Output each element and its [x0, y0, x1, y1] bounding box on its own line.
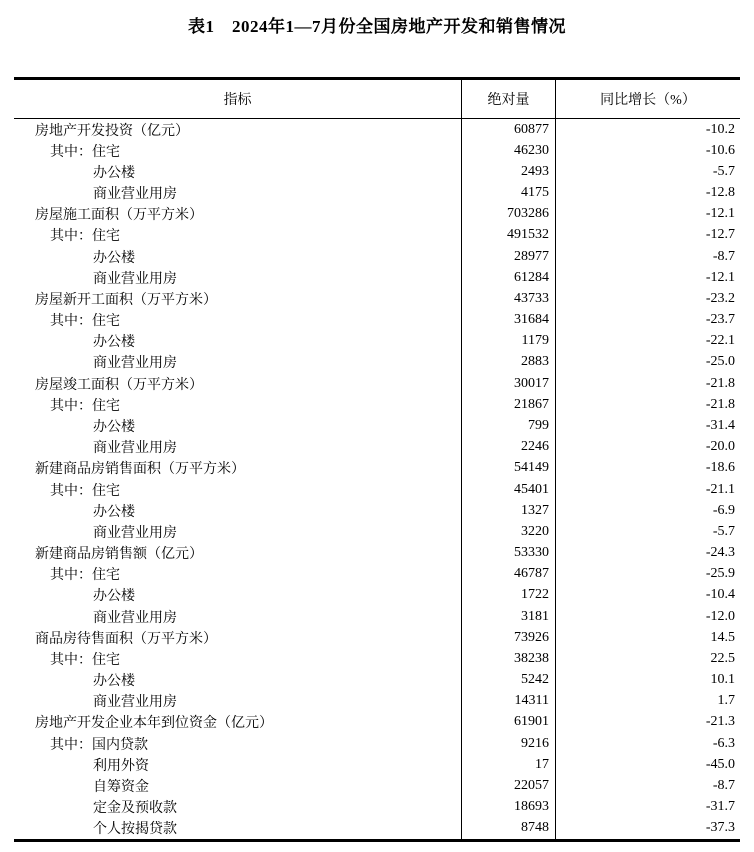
table-row: [14, 204, 740, 225]
absolute-value-cell: 22057: [461, 775, 555, 796]
indicator-cell: 办公楼: [93, 335, 135, 351]
growth-cell: -6.3: [555, 733, 740, 754]
indicator-cell: 其中：住宅: [50, 398, 120, 414]
absolute-value-cell: 18693: [461, 797, 555, 818]
table-row: [14, 288, 740, 309]
absolute-value-cell: 60877: [461, 119, 555, 140]
indicator-cell: 商业营业用房: [93, 271, 177, 287]
growth-cell: -24.3: [555, 542, 740, 563]
absolute-value-cell: 1179: [461, 331, 555, 352]
indicator-cell: 其中：国内贷款: [50, 737, 148, 753]
table-row: [14, 394, 740, 415]
growth-cell: -31.4: [555, 415, 740, 436]
indicator-cell: 房屋竣工面积（万平方米）: [35, 377, 203, 393]
table-row: [14, 606, 740, 627]
indicator-cell: 商业营业用房: [93, 187, 177, 203]
growth-cell: -12.7: [555, 225, 740, 246]
indicator-cell: 其中：住宅: [50, 314, 120, 330]
table-row: [14, 183, 740, 204]
table-row: [14, 140, 740, 161]
indicator-cell: 办公楼: [93, 250, 135, 266]
indicator-cell: 其中：住宅: [50, 652, 120, 668]
indicator-cell: 商业营业用房: [93, 695, 177, 711]
table-header-row: [14, 80, 740, 119]
indicator-cell: 房屋新开工面积（万平方米）: [35, 292, 217, 308]
growth-cell: -8.7: [555, 775, 740, 796]
absolute-value-cell: 14311: [461, 691, 555, 712]
indicator-cell: 商业营业用房: [93, 356, 177, 372]
table-row: [14, 415, 740, 436]
absolute-value-cell: 2246: [461, 437, 555, 458]
growth-cell: -21.3: [555, 712, 740, 733]
absolute-value-cell: 43733: [461, 288, 555, 309]
growth-cell: -22.1: [555, 331, 740, 352]
indicator-cell: 个人按揭贷款: [93, 822, 177, 838]
growth-cell: -12.8: [555, 183, 740, 204]
growth-cell: -10.6: [555, 140, 740, 161]
absolute-value-cell: 5242: [461, 669, 555, 690]
growth-cell: -18.6: [555, 458, 740, 479]
growth-cell: -6.9: [555, 500, 740, 521]
indicator-cell: 定金及预收款: [93, 801, 177, 817]
indicator-cell: 商业营业用房: [93, 525, 177, 541]
growth-cell: -25.0: [555, 352, 740, 373]
absolute-value-cell: 491532: [461, 225, 555, 246]
table-row: [14, 775, 740, 796]
indicator-cell: 办公楼: [93, 674, 135, 690]
absolute-value-cell: 53330: [461, 542, 555, 563]
absolute-value-cell: 2493: [461, 161, 555, 182]
indicator-cell: 其中：住宅: [50, 144, 120, 160]
absolute-value-cell: 17: [461, 754, 555, 775]
table-row: [14, 797, 740, 818]
indicator-cell: 自筹资金: [93, 779, 149, 795]
absolute-value-cell: 3181: [461, 606, 555, 627]
table-row: [14, 225, 740, 246]
table-row: [14, 267, 740, 288]
growth-cell: -5.7: [555, 521, 740, 542]
growth-cell: -10.2: [555, 119, 740, 140]
growth-cell: -8.7: [555, 246, 740, 267]
table-row: [14, 161, 740, 182]
table-row: [14, 479, 740, 500]
growth-cell: -37.3: [555, 818, 740, 839]
table-row: [14, 500, 740, 521]
absolute-value-cell: 4175: [461, 183, 555, 204]
indicator-cell: 新建商品房销售额（亿元）: [35, 547, 203, 563]
indicator-cell: 其中：住宅: [50, 568, 120, 584]
indicator-cell: 商业营业用房: [93, 441, 177, 457]
real-estate-table: [14, 77, 740, 842]
growth-cell: -23.2: [555, 288, 740, 309]
indicator-cell: 房地产开发投资（亿元）: [35, 123, 189, 139]
growth-cell: -12.1: [555, 204, 740, 225]
indicator-cell: 利用外资: [93, 758, 149, 774]
table-row: [14, 648, 740, 669]
table-row: [14, 458, 740, 479]
absolute-value-cell: 21867: [461, 394, 555, 415]
table-row: [14, 521, 740, 542]
growth-cell: -20.0: [555, 437, 740, 458]
table-row: [14, 691, 740, 712]
table-row: [14, 119, 740, 140]
absolute-value-cell: 30017: [461, 373, 555, 394]
table-row: [14, 310, 740, 331]
table-row: [14, 373, 740, 394]
table-body: [14, 119, 740, 839]
absolute-value-cell: 46787: [461, 564, 555, 585]
growth-cell: 14.5: [555, 627, 740, 648]
growth-cell: 22.5: [555, 648, 740, 669]
header-yoy-growth: 同比增长（%）: [555, 80, 740, 118]
absolute-value-cell: 9216: [461, 733, 555, 754]
absolute-value-cell: 46230: [461, 140, 555, 161]
absolute-value-cell: 31684: [461, 310, 555, 331]
table-row: [14, 437, 740, 458]
growth-cell: -25.9: [555, 564, 740, 585]
indicator-cell: 办公楼: [93, 419, 135, 435]
growth-cell: -31.7: [555, 797, 740, 818]
table-title: 表1 2024年1—7月份全国房地产开发和销售情况: [188, 17, 566, 36]
table-row: [14, 627, 740, 648]
table-row: [14, 542, 740, 563]
growth-cell: -12.0: [555, 606, 740, 627]
growth-cell: -12.1: [555, 267, 740, 288]
table-row: [14, 246, 740, 267]
growth-cell: 10.1: [555, 669, 740, 690]
indicator-cell: 办公楼: [93, 589, 135, 605]
indicator-cell: 房屋施工面积（万平方米）: [35, 208, 203, 224]
growth-cell: -23.7: [555, 310, 740, 331]
table-row: [14, 712, 740, 733]
absolute-value-cell: 3220: [461, 521, 555, 542]
table-row: [14, 352, 740, 373]
indicator-cell: 办公楼: [93, 165, 135, 181]
growth-cell: -21.1: [555, 479, 740, 500]
indicator-cell: 办公楼: [93, 504, 135, 520]
table-row: [14, 818, 740, 839]
growth-cell: -21.8: [555, 373, 740, 394]
absolute-value-cell: 2883: [461, 352, 555, 373]
growth-cell: -45.0: [555, 754, 740, 775]
absolute-value-cell: 799: [461, 415, 555, 436]
indicator-cell: 商业营业用房: [93, 610, 177, 626]
absolute-value-cell: 45401: [461, 479, 555, 500]
indicator-cell: 商品房待售面积（万平方米）: [35, 631, 217, 647]
table-row: [14, 754, 740, 775]
header-indicator: 指标: [223, 93, 252, 108]
absolute-value-cell: 1722: [461, 585, 555, 606]
absolute-value-cell: 8748: [461, 818, 555, 839]
absolute-value-cell: 1327: [461, 500, 555, 521]
table-row: [14, 733, 740, 754]
absolute-value-cell: 61284: [461, 267, 555, 288]
growth-cell: -5.7: [555, 161, 740, 182]
absolute-value-cell: 703286: [461, 204, 555, 225]
table-row: [14, 331, 740, 352]
absolute-value-cell: 28977: [461, 246, 555, 267]
growth-cell: -21.8: [555, 394, 740, 415]
indicator-cell: 其中：住宅: [50, 229, 120, 245]
table-row: [14, 585, 740, 606]
absolute-value-cell: 38238: [461, 648, 555, 669]
absolute-value-cell: 61901: [461, 712, 555, 733]
growth-cell: 1.7: [555, 691, 740, 712]
table-row: [14, 564, 740, 585]
growth-cell: -10.4: [555, 585, 740, 606]
header-absolute-value: 绝对量: [461, 80, 555, 118]
indicator-cell: 房地产开发企业本年到位资金（亿元）: [35, 716, 273, 732]
absolute-value-cell: 54149: [461, 458, 555, 479]
absolute-value-cell: 73926: [461, 627, 555, 648]
indicator-cell: 新建商品房销售面积（万平方米）: [35, 462, 245, 478]
table-row: [14, 669, 740, 690]
indicator-cell: 其中：住宅: [50, 483, 120, 499]
